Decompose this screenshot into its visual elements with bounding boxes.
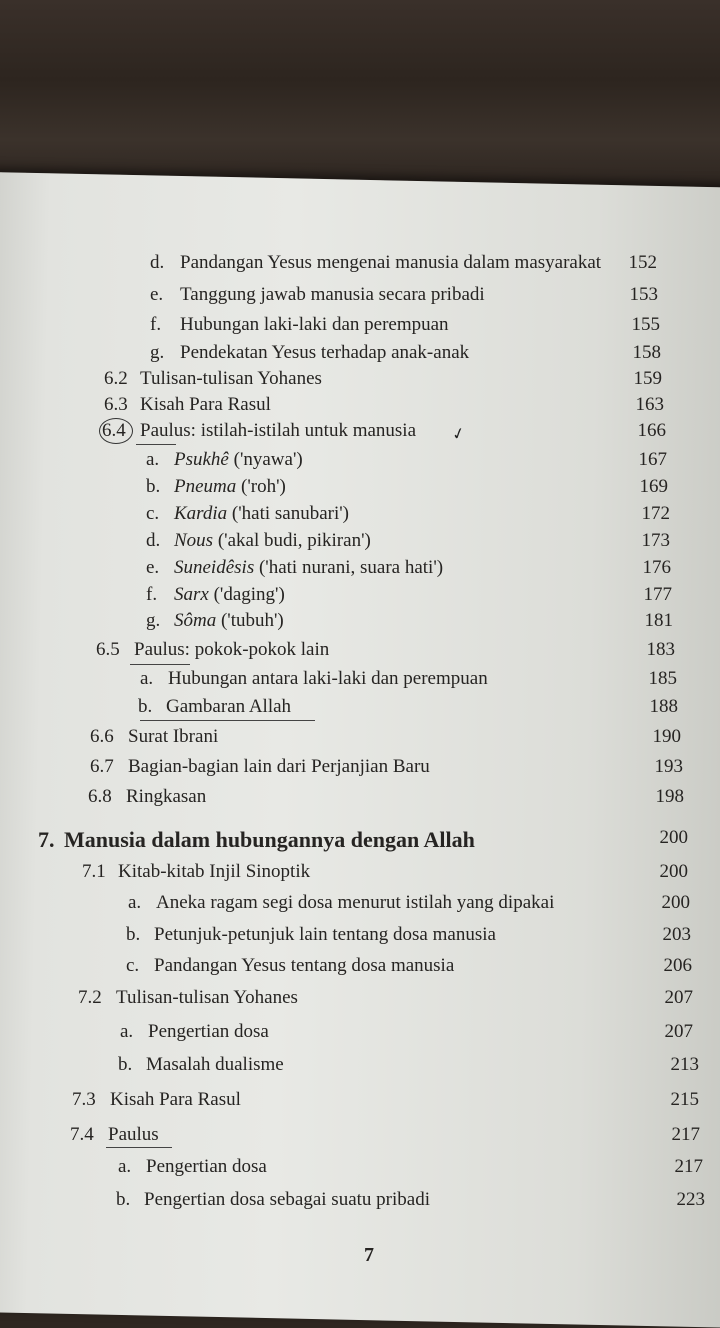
entry-title: Manusia dalam hubungannya dengan Allah — [64, 827, 475, 852]
entry-title: Gambaran Allah — [166, 696, 292, 717]
entry-number: g. — [150, 342, 165, 363]
greek-term: Nous — [174, 530, 214, 551]
entry-page-number: 203 — [662, 924, 691, 945]
entry-title: Pendekatan Yesus terhadap anak-anak — [180, 342, 470, 363]
entry-page-number: 188 — [649, 696, 678, 717]
entry-number: 7. — [38, 827, 55, 852]
toc-entry — [116, 1189, 705, 1215]
term-gloss: ('roh') — [241, 476, 286, 497]
entry-title: Surat Ibrani — [128, 726, 219, 747]
toc-entry — [126, 955, 692, 981]
entry-title: Hubungan laki-laki dan perempuan — [180, 314, 449, 335]
entry-number: 6.3 — [104, 394, 128, 415]
entry-number: a. — [118, 1156, 132, 1177]
entry-number: b. — [118, 1054, 133, 1075]
entry-number: b. — [138, 696, 153, 717]
toc-entry — [126, 924, 691, 950]
toc-entry — [146, 584, 672, 610]
entry-title: Petunjuk-petunjuk lain tentang dosa manusia — [154, 924, 496, 945]
entry-number: f. — [146, 584, 158, 605]
toc-entry — [104, 368, 662, 394]
term-gloss: ('hati sanubari') — [231, 503, 349, 524]
entry-page-number: 185 — [648, 668, 677, 689]
wooden-table-background — [0, 0, 720, 200]
pen-underline — [136, 444, 176, 445]
entry-title: Masalah dualisme — [146, 1054, 284, 1075]
greek-term: Psukhê — [174, 449, 229, 470]
toc-entry — [146, 530, 670, 556]
toc-entry — [120, 1021, 693, 1047]
toc-entry — [146, 449, 667, 475]
toc-entry — [146, 476, 668, 502]
entry-number: b. — [126, 924, 141, 945]
entry-title: Tanggung jawab manusia secara pribadi — [180, 284, 485, 305]
toc-entry — [118, 1156, 703, 1182]
entry-number: e. — [150, 284, 164, 305]
entry-title: Tulisan-tulisan Yohanes — [140, 368, 322, 389]
entry-title — [174, 557, 443, 579]
entry-page-number: 172 — [641, 503, 670, 524]
toc-entry — [88, 786, 684, 812]
greek-term: Kardia — [174, 503, 228, 524]
entry-page-number: 200 — [659, 827, 688, 848]
entry-number: a. — [146, 449, 160, 470]
toc-entry — [102, 420, 666, 446]
entry-title — [174, 610, 284, 632]
entry-page-number: 213 — [670, 1054, 699, 1075]
entry-page-number: 163 — [635, 394, 664, 415]
greek-term: Pneuma — [174, 476, 237, 497]
entry-number: g. — [146, 610, 161, 631]
entry-title: Pengertian dosa — [146, 1156, 267, 1177]
entry-number: e. — [146, 557, 160, 578]
entry-number: a. — [120, 1021, 134, 1042]
greek-term: Suneidêsis — [174, 557, 255, 578]
entry-title: Aneka ragam segi dosa menurut istilah yang dipakai — [156, 892, 555, 913]
toc-entry — [90, 726, 681, 752]
toc-entry — [90, 756, 683, 782]
toc-entry — [128, 892, 690, 918]
entry-title: Pengertian dosa sebagai suatu pribadi — [144, 1189, 430, 1210]
entry-title: Paulus: istilah-istilah untuk manusia — [140, 420, 417, 441]
entry-title: Tulisan-tulisan Yohanes — [116, 987, 298, 1008]
entry-number: 6.8 — [88, 786, 112, 807]
pen-underline — [130, 664, 190, 665]
entry-page-number: 207 — [664, 987, 693, 1008]
entry-page-number: 167 — [638, 449, 667, 470]
entry-page-number: 159 — [633, 368, 662, 389]
entry-number: 7.4 — [70, 1124, 94, 1145]
entry-number: 7.3 — [72, 1089, 96, 1110]
toc-entry — [150, 342, 661, 368]
entry-title — [174, 584, 285, 606]
toc-entry — [140, 668, 677, 694]
entry-page-number: 176 — [642, 557, 671, 578]
entry-page-number: 183 — [646, 639, 675, 660]
entry-number: 6.4 — [102, 420, 126, 441]
entry-title — [174, 530, 371, 552]
entry-number: 6.2 — [104, 368, 128, 389]
entry-number: 6.6 — [90, 726, 114, 747]
term-gloss: ('tubuh') — [220, 610, 284, 631]
entry-title: Kisah Para Rasul — [140, 394, 271, 415]
entry-number: 6.5 — [96, 639, 120, 660]
entry-page-number: 193 — [654, 756, 683, 777]
entry-number: b. — [146, 476, 161, 497]
toc-entry — [146, 610, 673, 636]
entry-title — [174, 476, 286, 498]
greek-term: Sarx — [174, 584, 209, 605]
term-gloss: ('nyawa') — [233, 449, 303, 470]
entry-title: Ringkasan — [126, 786, 207, 807]
greek-term: Sôma — [174, 610, 217, 631]
entry-title: Bagian-bagian lain dari Perjanjian Baru — [128, 756, 430, 777]
entry-title: Kisah Para Rasul — [110, 1089, 241, 1110]
entry-title: Paulus — [108, 1124, 159, 1145]
term-gloss: ('akal budi, pikiran') — [217, 530, 371, 551]
entry-number: d. — [150, 252, 165, 273]
entry-number: 6.7 — [90, 756, 114, 777]
toc-entry — [78, 987, 693, 1013]
entry-title: Paulus: pokok-pokok lain — [134, 639, 330, 660]
entry-page-number: 223 — [676, 1189, 705, 1210]
toc-entry — [104, 394, 664, 420]
entry-number: a. — [140, 668, 154, 689]
entry-number: c. — [146, 503, 160, 524]
toc-entry — [96, 639, 675, 665]
entry-title: Pengertian dosa — [148, 1021, 269, 1042]
entry-number: b. — [116, 1189, 131, 1210]
entry-page-number: 198 — [655, 786, 684, 807]
entry-page-number: 206 — [663, 955, 692, 976]
page-number: 7 — [364, 1244, 374, 1266]
entry-title: Hubungan antara laki-laki dan perempuan — [168, 668, 488, 689]
toc-entry — [146, 557, 671, 583]
entry-page-number: 207 — [664, 1021, 693, 1042]
entry-page-number: 200 — [659, 861, 688, 882]
pen-check-mark: ✓ — [450, 424, 468, 445]
entry-page-number: 173 — [641, 530, 670, 551]
toc-entry — [72, 1089, 699, 1115]
entry-page-number: 200 — [661, 892, 690, 913]
toc-entry — [150, 284, 658, 310]
entry-page-number: 217 — [671, 1124, 700, 1145]
entry-page-number: 155 — [631, 314, 660, 335]
toc-entry — [150, 314, 660, 340]
entry-page-number: 166 — [637, 420, 666, 441]
entry-number: c. — [126, 955, 140, 976]
entry-number: 7.2 — [78, 987, 102, 1008]
pen-underline — [140, 720, 315, 721]
entry-number: 7.1 — [82, 861, 106, 882]
toc-entry — [146, 503, 670, 529]
entry-title: Pandangan Yesus tentang dosa manusia — [154, 955, 455, 976]
entry-title: Kitab-kitab Injil Sinoptik — [118, 861, 311, 882]
entry-title: Pandangan Yesus mengenai manusia dalam masyarakat — [180, 252, 602, 273]
entry-page-number: 152 — [628, 252, 657, 273]
toc-entry — [138, 696, 678, 722]
toc-entry — [150, 252, 657, 278]
entry-page-number: 215 — [670, 1089, 699, 1110]
pen-circle-mark — [99, 418, 133, 444]
pen-underline — [106, 1147, 172, 1148]
entry-page-number: 190 — [652, 726, 681, 747]
entry-number: f. — [150, 314, 162, 335]
term-gloss: ('daging') — [213, 584, 285, 605]
entry-page-number: 169 — [639, 476, 668, 497]
entry-number: d. — [146, 530, 161, 551]
entry-title — [174, 503, 349, 525]
toc-entry — [82, 861, 688, 887]
toc-entry — [118, 1054, 699, 1080]
entry-page-number: 181 — [644, 610, 673, 631]
entry-title — [174, 449, 303, 471]
term-gloss: ('hati nurani, suara hati') — [258, 557, 444, 578]
entry-page-number: 217 — [674, 1156, 703, 1177]
toc-chapter-entry — [38, 827, 688, 853]
entry-page-number: 177 — [643, 584, 672, 605]
entry-number: a. — [128, 892, 142, 913]
entry-page-number: 153 — [629, 284, 658, 305]
entry-page-number: 158 — [632, 342, 661, 363]
